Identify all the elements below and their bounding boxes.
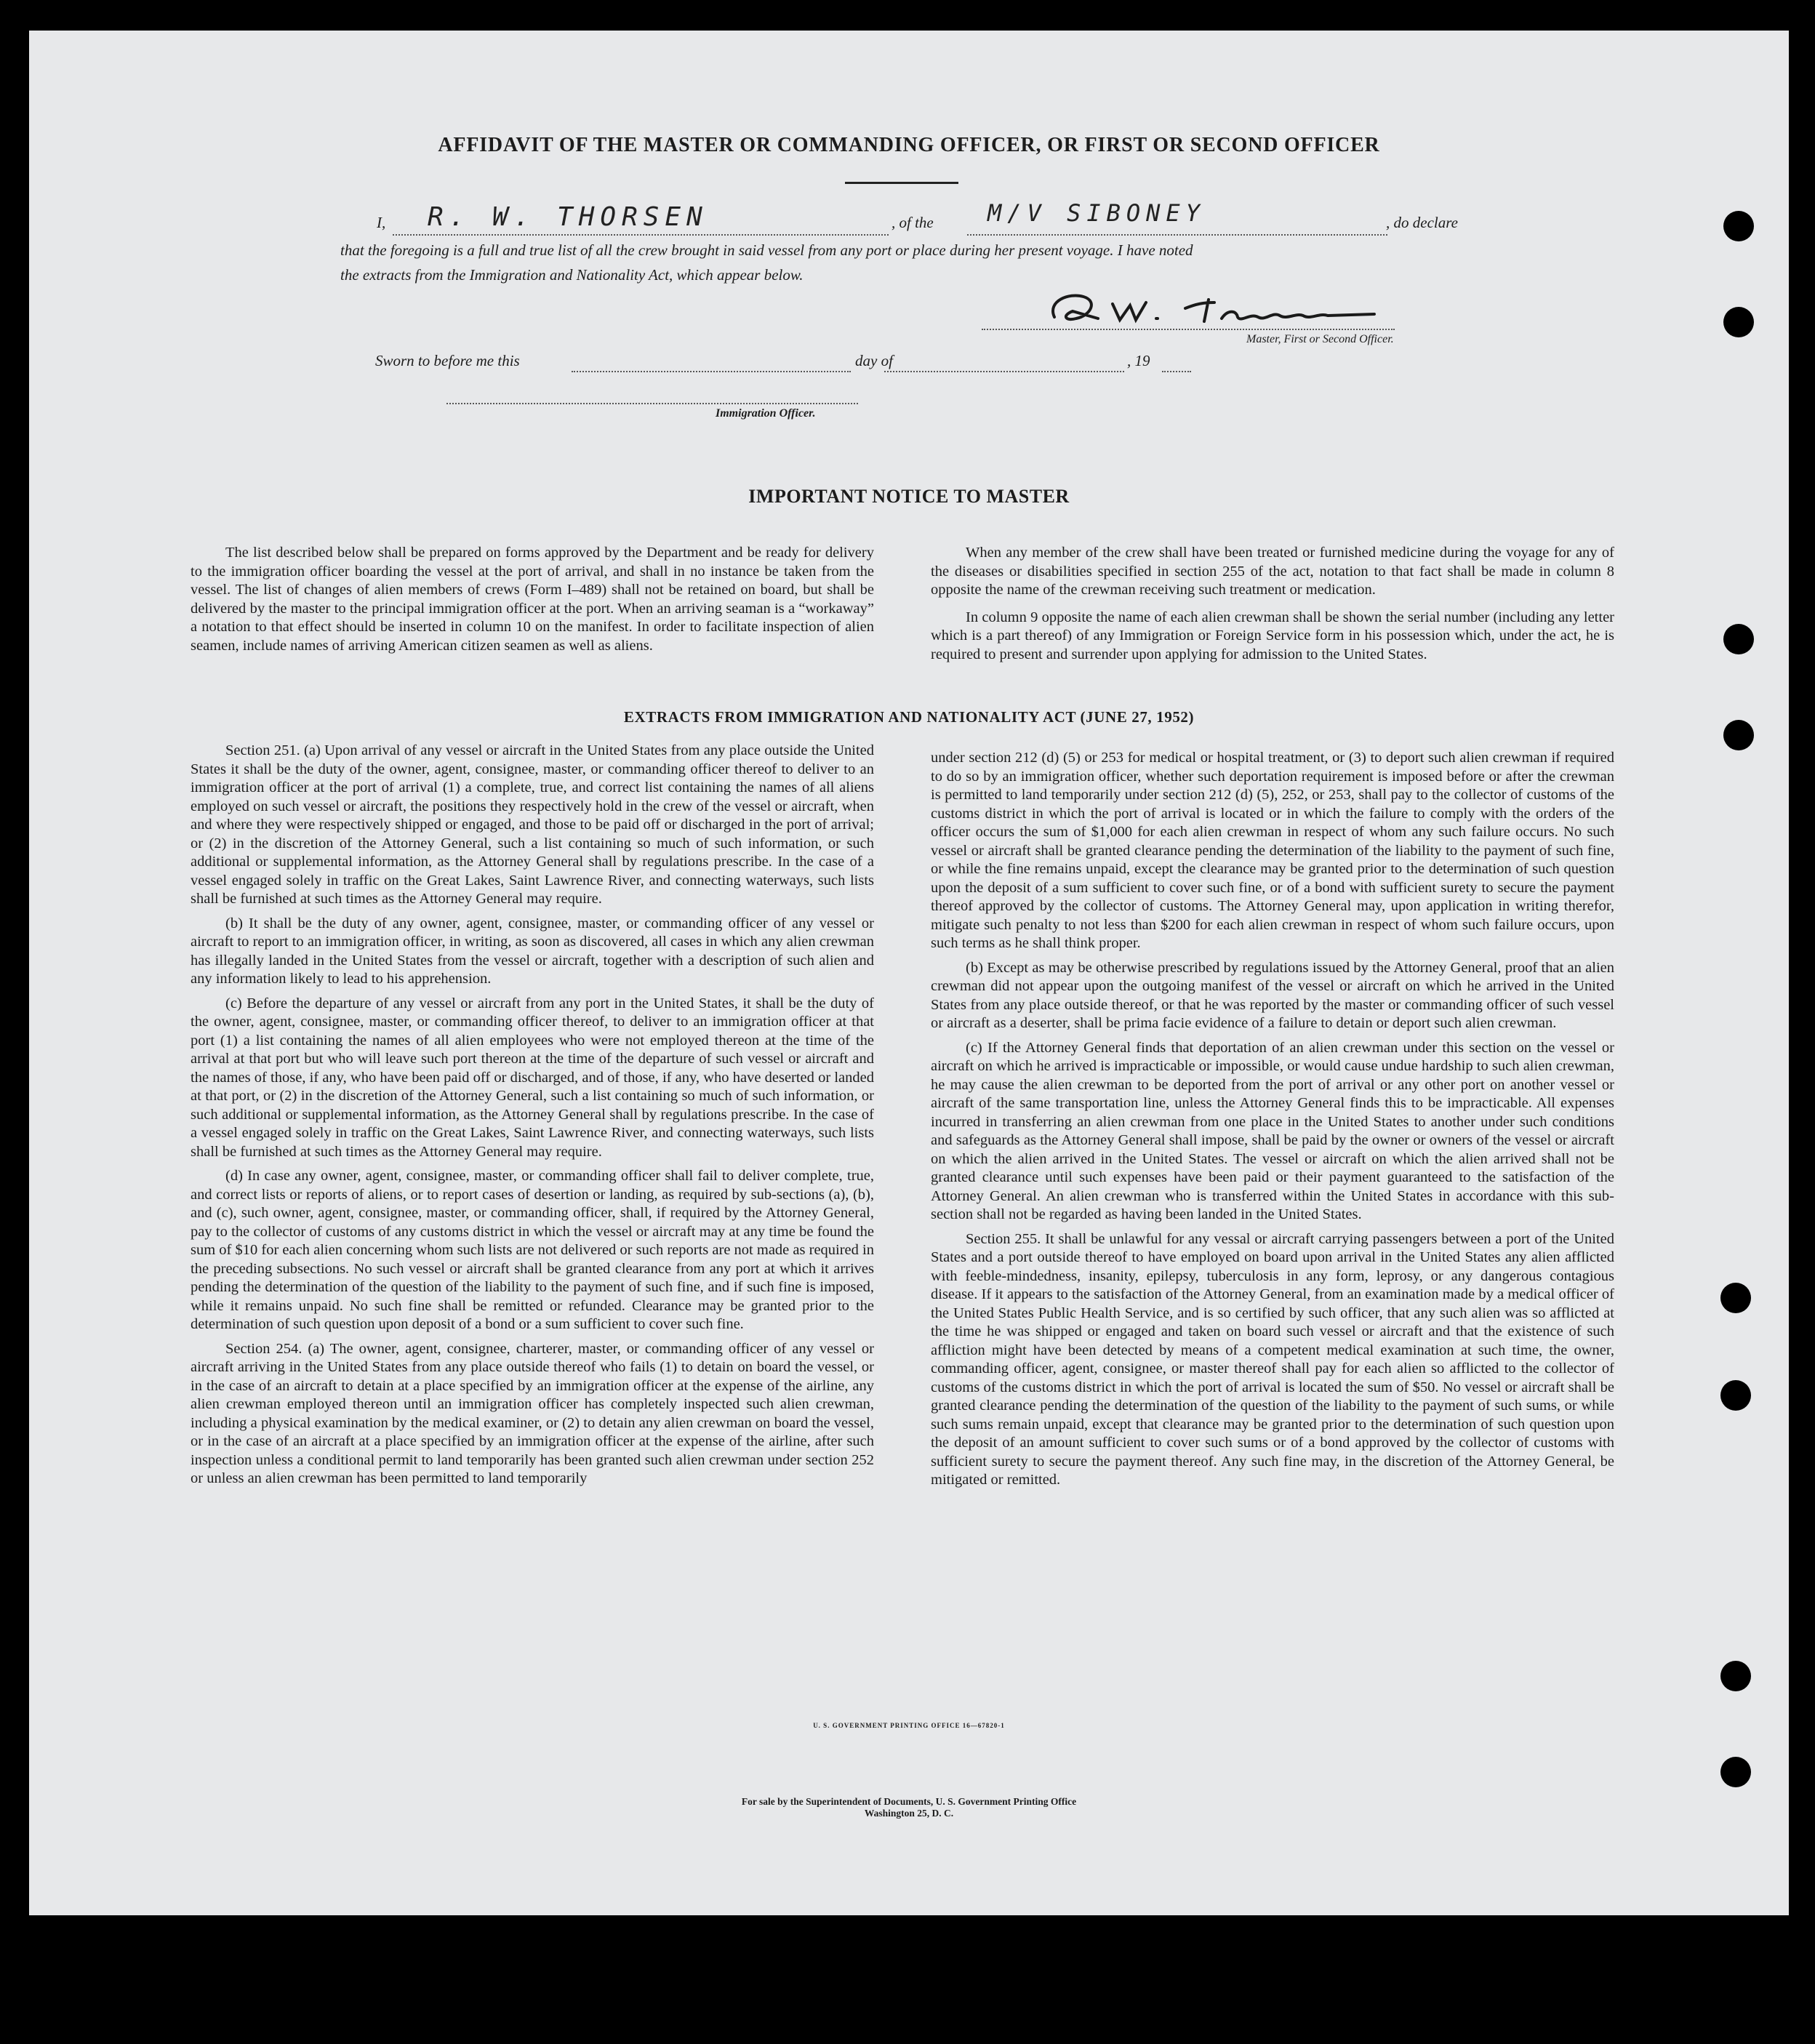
- year-label: , 19: [1127, 352, 1150, 369]
- name-line: [393, 234, 889, 236]
- binder-hole: [1723, 307, 1754, 337]
- declaration-line-3: the extracts from the Immigration and Nationality Act, which appear below.: [340, 266, 804, 284]
- binder-hole: [1723, 720, 1754, 750]
- sworn-day-line: [572, 371, 851, 372]
- sale-line-1: For sale by the Superintendent of Documents, U. S. Government Printing Office: [741, 1796, 1077, 1807]
- section-251-a: Section 251. (a) Upon arrival of any vessel or aircraft in the United States from any place outside the United States it shall be the duty of the owner, agent, consignee, master, or commanding officer thereof to deliver to an immigration officer at the port of arrival (1) a complete, true, and correct list containing the names of all aliens employed on such vessel or aircraft, the positions they respectively hold in the crew of the vessel or aircraft, when and where they were respectively shipped or engaged, and those to be paid off or discharged in the port of arrival; or (2) in the discretion of the Attorney General, such a list containing so much of such information, or such additional or supplemental information, as the Attorney General shall by regulations prescribe. In the case of a vessel engaged solely in traffic on the Great Lakes, Saint Lawrence River, and connecting waterways, such lists shall be furnished at such times as the Attorney General may require.: [191, 742, 874, 907]
- extracts-right-column: [931, 749, 1614, 1490]
- affidavit-title: AFFIDAVIT OF THE MASTER OR COMMANDING OFFICER, OR FIRST OR SECOND OFFICER: [438, 134, 1380, 156]
- decl-i: I,: [377, 214, 386, 231]
- title-rule: [845, 182, 958, 184]
- officer-signature-line: [446, 403, 858, 404]
- of-the-label: , of the: [892, 214, 934, 231]
- handwritten-vessel-name: M/V SIBONEY: [987, 199, 1206, 227]
- year-line: [1162, 371, 1191, 372]
- do-declare-label: , do declare: [1386, 214, 1458, 231]
- notice-right-paragraph-1: When any member of the crew shall have been treated or furnished medicine during the voyage for any of the diseases or disabilities specified in section 255 of the act, notation to that fact shall be made in column 8 opposite the name of the crewman receiving such treatment or medication.: [931, 545, 1614, 598]
- section-254-a-continued: under section 212 (d) (5) or 253 for medical or hospital treatment, or (3) to deport such alien crewman if required to do so by an immigration officer, whether such deportation requirement is imposed before or after the crewman is permitted to land temporarily under section 212 (d) (5), 252, or 253, shall pay to the collector of customs of the customs district in which the port of arrival is located or in which the failure to comply with the orders of the officer occurs the sum of $1,000 for each alien crewman in respect of whom any such failure occurs. No such vessel or aircraft shall be granted clearance pending the determination of the liability to the payment of such fine, or while the fine remains unpaid, except the clearance may be granted prior to the determination of such question upon the deposit of a sum sufficient to cover such fine, or of a bond with sufficient surety to secure the payment thereof approved by the collector of customs. The Attorney General may, upon application in writing therefor, mitigate such penalty to not less than $200 for each alien crewman in respect of whom such failure occurs, upon such terms as he shall think proper.: [931, 750, 1614, 951]
- signature-caption: Master, First or Second Officer.: [1246, 333, 1394, 345]
- extracts-title: EXTRACTS FROM IMMIGRATION AND NATIONALITY ACT (JUNE 27, 1952): [623, 708, 1195, 726]
- sale-notice: [29, 1796, 1789, 1819]
- signature-line: [982, 329, 1395, 330]
- section-254-a: Section 254. (a) The owner, agent, consignee, charterer, master, or commanding officer of any vessel or aircraft arriving in the United States from any place outside thereof who fails (1) to detain on board the vessel, or in the case of an aircraft to detain at a place specified by an immigration officer at the expense of the airline, any alien crewman employed thereon until an immigration officer has completely inspected such alien crewman, including a physical examination by the medical examiner, or (2) to detain any alien crewman on board the vessel, or in the case of an aircraft at a place specified by an immigration officer at the expense of the airline, after such inspection unless a conditional permit to land temporarily has been granted such alien crewman under section 252 or unless an alien crewman has been permitted to land temporarily: [191, 1340, 874, 1486]
- notice-left-column: [191, 544, 874, 655]
- binder-hole: [1720, 1757, 1751, 1787]
- binder-hole: [1723, 624, 1754, 654]
- gpo-imprint: U. S. GOVERNMENT PRINTING OFFICE 16—67820-1: [813, 1722, 1005, 1729]
- notice-title: IMPORTANT NOTICE TO MASTER: [748, 486, 1070, 507]
- binder-hole: [1720, 1661, 1751, 1691]
- section-254-b: (b) Except as may be otherwise prescribed by regulations issued by the Attorney General, proof that an alien crewman did not appear upon the outgoing manifest of the vessel or aircraft on which he arrived in the United States from any place outside thereof, or that he was reported by the master or commanding officer of such vessel or aircraft as a deserter, shall be prima facie evidence of a failure to detain or deport such alien crewman.: [931, 959, 1614, 1031]
- binder-hole: [1723, 211, 1754, 241]
- section-251-c: (c) Before the departure of any vessel or aircraft from any port in the United States, it shall be the duty of the owner, agent, consignee, master, or commanding officer thereof, to deliver to an immigration officer at that port (1) a list containing the names of all alien employees who were not employed thereon at the time of the arrival at that port but who will leave such port thereon at the time of the departure of such vessel or aircraft and the names of those, if any, who have been paid off or discharged, and of those, if any, who have deserted or landed at that port, or (2) in the discretion of the Attorney General, such a list containing so much of such information, or such additional or supplemental information, as the Attorney General shall by regulations prescribe. In the case of a vessel engaged solely in traffic on the Great Lakes, Saint Lawrence River, and connecting waterways, such lists shall be furnished at such times as the Attorney General may require.: [191, 995, 874, 1160]
- vessel-line: [967, 234, 1387, 236]
- binder-hole: [1720, 1380, 1751, 1411]
- declaration-line-2: that the foregoing is a full and true list of all the crew brought in said vessel from any port or place during her present voyage. I have noted: [340, 241, 1193, 259]
- section-251-d: (d) In case any owner, agent, consignee, master, or commanding officer shall fail to deliver complete, true, and correct lists or reports of aliens, or to report cases of desertion or landing, as required by sub-sections (a), (b), and (c), such owner, agent, consignee, master, or commanding officer, shall, if required by the Attorney General, pay to the collector of customs of any customs district in which the vessel or aircraft may at any time be found the sum of $10 for each alien concerning whom such lists are not delivered or such reports are not made as required in the preceding subsections. No such vessel or aircraft shall be granted clearance from any port at which it arrives pending the determination of the question of the liability to the payment of such fine, and if such fine is imposed, while it remains unpaid. No such fine shall be remitted or refunded. Clearance may be granted prior to the determination of such question upon deposit of a bond or a sum sufficient to cover such fine.: [191, 1168, 874, 1332]
- document-page: [29, 31, 1789, 1915]
- day-of-label: day of: [855, 352, 893, 369]
- section-251-b: (b) It shall be the duty of any owner, agent, consignee, master, or commanding officer of any vessel or aircraft to report to an immigration officer, in writing, as soon as discovered, all cases in which any alien crewman has illegally landed in the United States from the vessel or aircraft, together with a description of such alien and any information likely to lead to his apprehension.: [191, 915, 874, 987]
- master-signature: [1040, 286, 1396, 330]
- notice-right-column: [931, 544, 1614, 664]
- section-255: Section 255. It shall be unlawful for any vessal or aircraft carrying passengers between a port of the United States and a port outside thereof to have employed on board upon arrival in the United States any alien afflicted with feeble-mindedness, insanity, epilepsy, tuberculosis in any form, leprosy, or any dangerous contagious disease. If it appears to the satisfaction of the Attorney General, from an examination made by a medical officer of the United States Public Health Service, and is so certified by such officer, that any such alien was so afflicted at the time he was shipped or engaged and taken on board such vessel or aircraft and that the existence of such affliction might have been detected by means of a competent medical examination at such time, the owner, commanding officer, agent, consignee, or master thereof shall pay for each alien so afflicted to the collector of customs of the customs district in which the port of arrival is located the sum of $50. No vessel or aircraft shall be granted clearance pending the determination of the question of the liability to the payment of such sums, or while such sums remain unpaid, except that clearance may be granted prior to the determination of such question upon the deposit of an amount sufficient to cover such sums or of a bond approved by the collector of customs with sufficient surety to secure the payment thereof. Any such fine may, in the discretion of the Attorney General, be mitigated or remitted.: [931, 1230, 1614, 1488]
- sale-line-2: Washington 25, D. C.: [864, 1808, 954, 1819]
- extracts-left-column: [191, 742, 874, 1488]
- section-254-c: (c) If the Attorney General finds that deportation of an alien crewman under this section on the vessel or aircraft on which he arrived is impracticable or impossible, or would cause undue hardship to such alien crewman, he may cause the alien crewman to be deported from the port of arrival or any other port on another vessel or aircraft of the same transportation line, unless the Attorney General finds this to be impracticable. All expenses incurred in transferring an alien crewman from one place in the United States to another under such conditions and safeguards as the Attorney General shall impose, shall be paid by the owner or owners of the vessel or aircraft on which the alien arrived in the United States. The vessel or aircraft on which the alien arrived shall not be granted clearance until such expenses have been paid or their payment guaranteed to the satisfaction of the Attorney General. An alien crewman who is transferred within the United States in accordance with this sub-section shall not be regarded as having been landed in the United States.: [931, 1039, 1614, 1222]
- officer-caption: Immigration Officer.: [716, 407, 816, 420]
- handwritten-master-name: R. W. THORSEN: [428, 202, 708, 232]
- sworn-label: Sworn to before me this: [375, 352, 520, 369]
- sworn-month-line: [884, 371, 1124, 372]
- notice-left-paragraph: The list described below shall be prepared on forms approved by the Department and be ready for delivery to the immigration officer boarding the vessel at the port of arrival, and shall in no instance be taken from the vessel. The list of changes of alien members of crews (Form I–489) shall not be retained on board, but shall be delivered by the master to the principal immigration officer at the port. When an arriving seaman is a “workaway” a notation to that effect should be inserted in column 10 on the manifest. In order to facilitate inspection of alien seamen, include names of arriving American citizen seamen as well as aliens.: [191, 545, 874, 654]
- binder-hole: [1720, 1283, 1751, 1313]
- notice-right-paragraph-2: In column 9 opposite the name of each alien crewman shall be shown the serial number (including any letter which is a part thereof) of any Immigration or Foreign Service form in his possession which, under the act, he is required to present and surrender upon applying for admission to the United States.: [931, 609, 1614, 662]
